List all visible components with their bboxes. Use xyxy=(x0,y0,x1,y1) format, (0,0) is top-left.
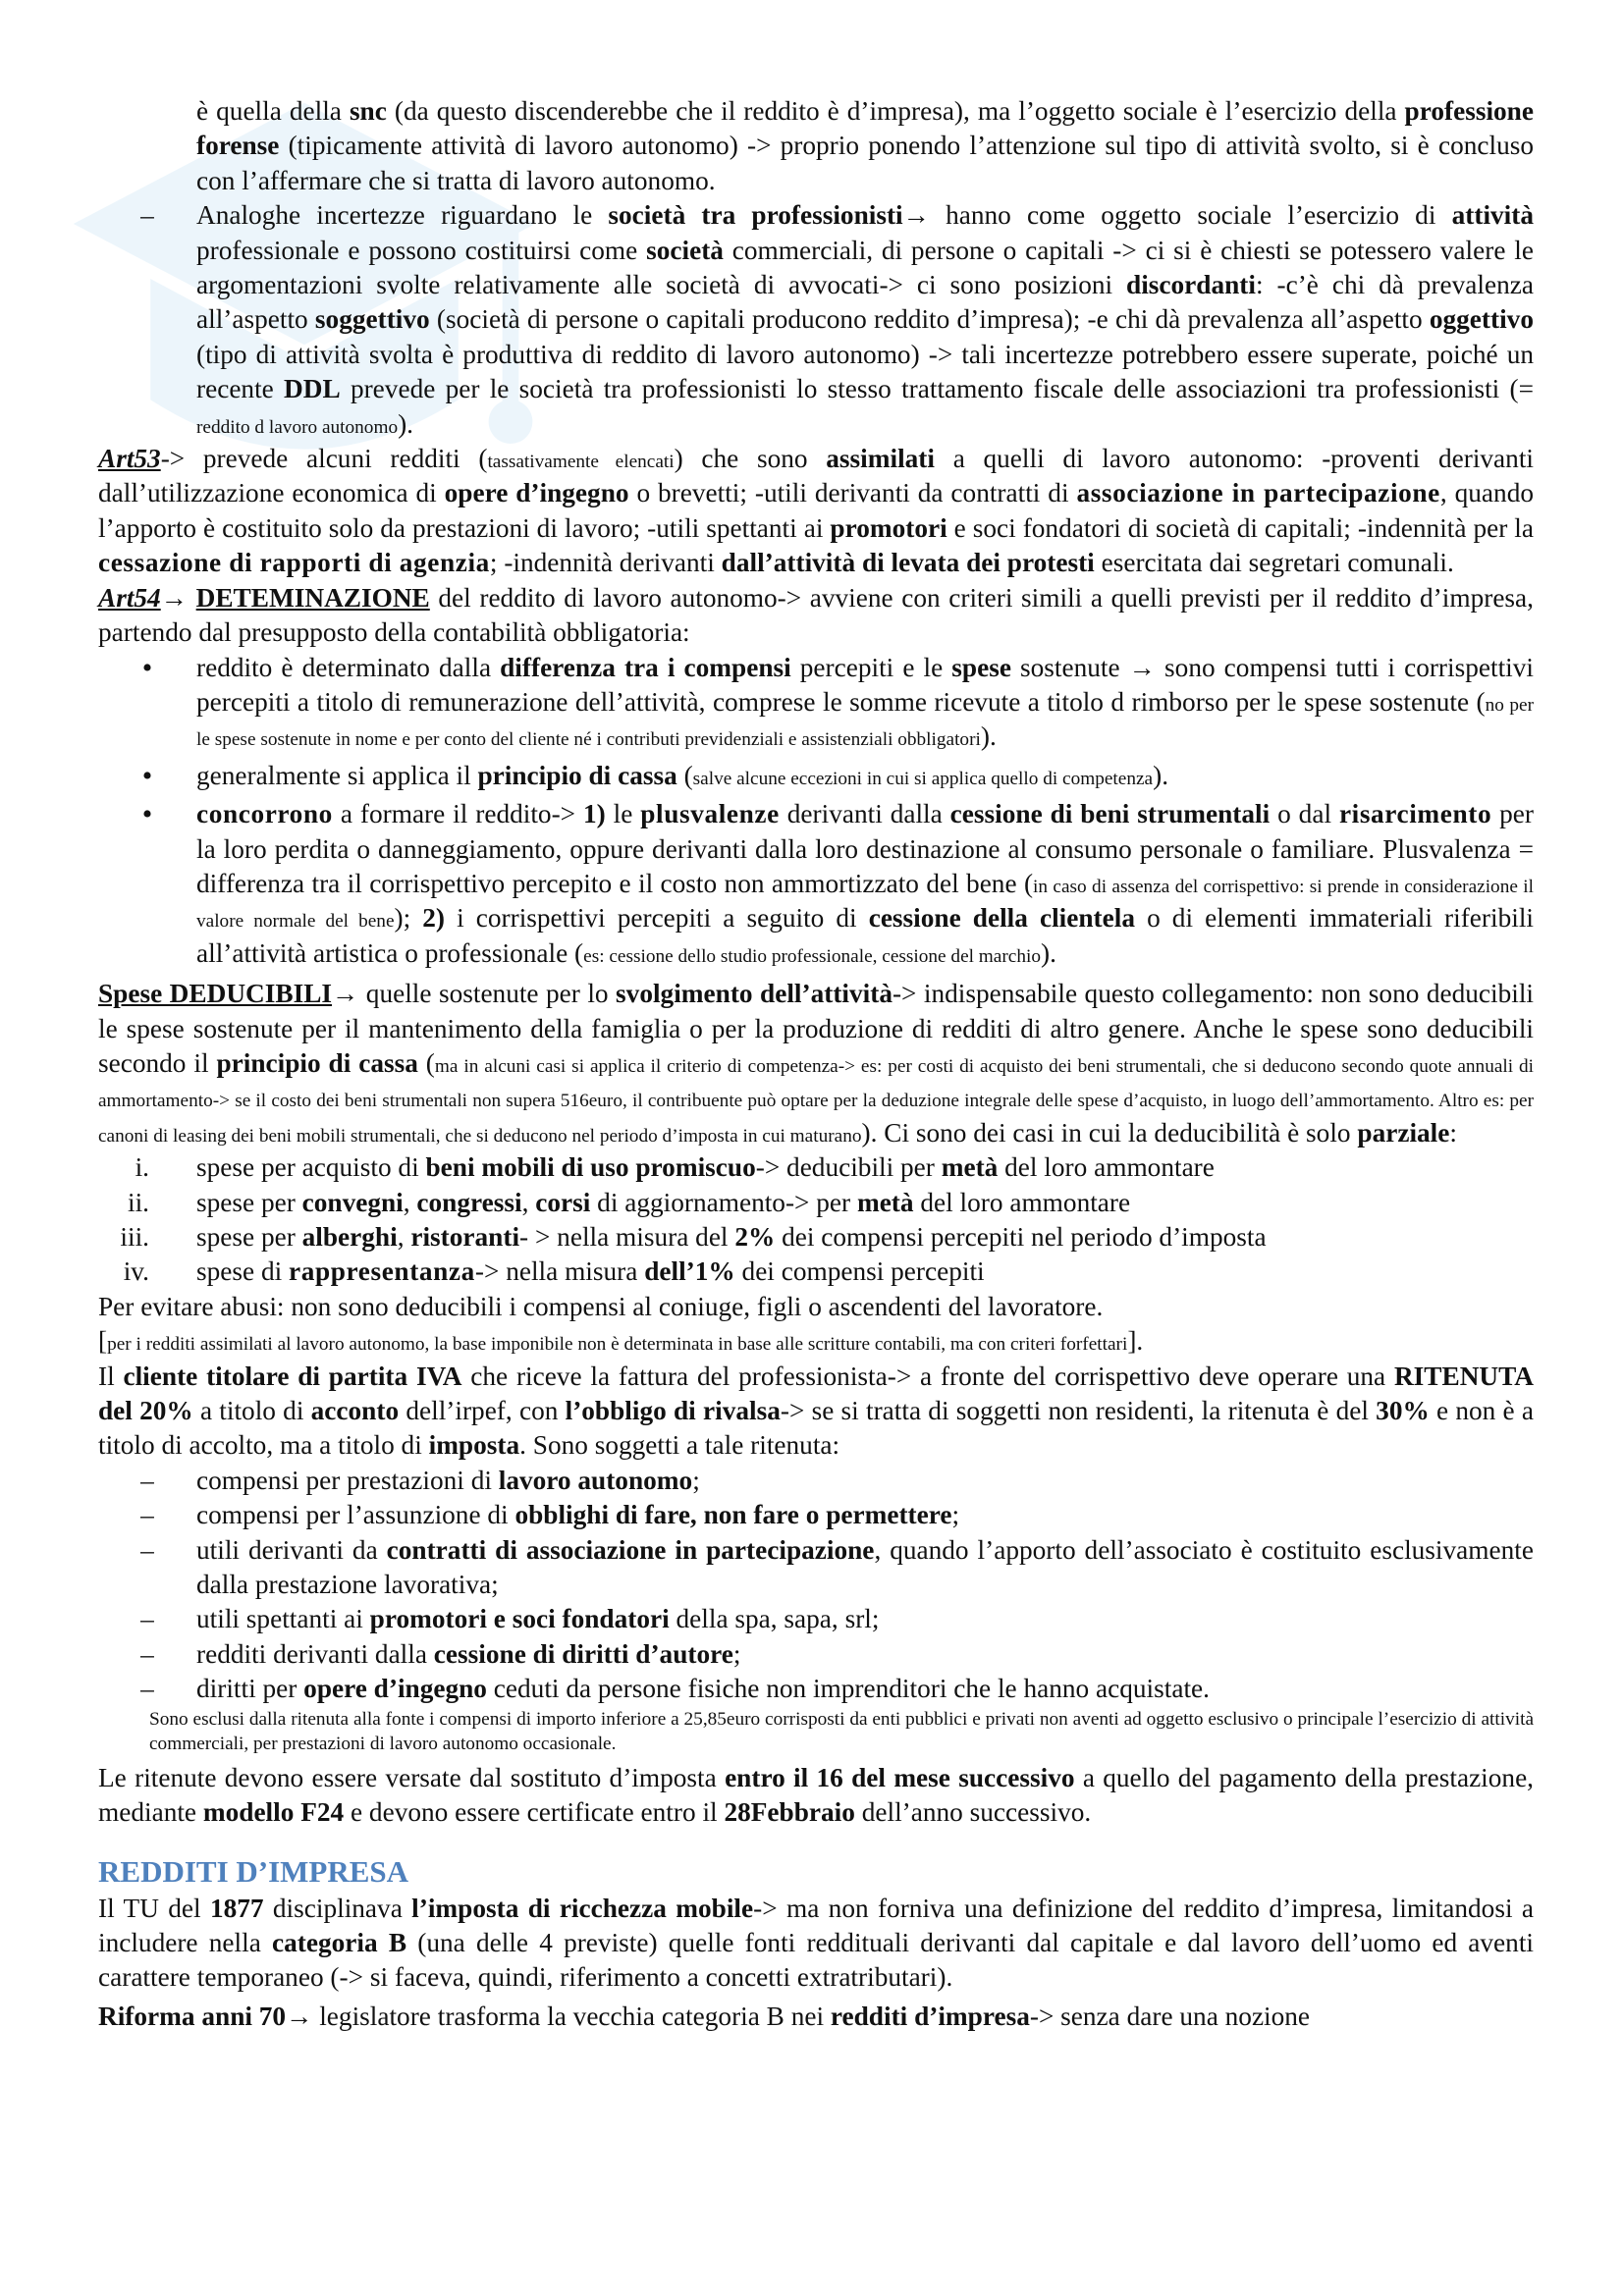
dash-marker: – xyxy=(140,1534,154,1565)
roman-item-text: spese per alberghi, ristoranti- > nella misura del 2% dei compensi percepiti nel periodo d’imposta xyxy=(196,1222,1267,1252)
bullet-item-differenza xyxy=(98,651,1534,755)
paragraph-art54: Art54→ DETEMINAZIONE del reddito di lavoro autonomo-> avviene con criteri simili a quelli previsti per il reddito d’impresa, partendo dal presupposto della contabilità obbligatoria: xyxy=(98,582,1534,648)
dash-item-text: Analoghe incertezze riguardano le società tra professionisti→ hanno come oggetto sociale l’esercizio di attività professionale e possono costituirsi come società commerciali, di persone o capitali -> ci si è chiesti se potessero valere le argomentazioni svolte relativamente alle società di avvocati-> ci sono posizioni discordanti: -c’è chi dà prevalenza all’aspetto soggettivo (società di persone o capitali producono reddito d’impresa); -e chi dà prevalenza all’aspetto oggettivo (tipo di attività svolta è produttiva di reddito di lavoro autonomo) -> tali incertezze potrebbero essere superate, poiché un recente DDL prevede per le società tra professionisti lo stesso trattamento fiscale delle associazioni tra professionisti (= reddito d lavoro autonomo). xyxy=(196,200,1535,439)
roman-marker: i. xyxy=(135,1152,149,1183)
dash-item xyxy=(98,1533,1534,1603)
roman-item-text: spese di rappresentanza-> nella misura dell’1% dei compensi percepiti xyxy=(196,1256,985,1287)
bullet-item-text: generalmente si applica il principio di cassa (salve alcune eccezioni in cui si applica quello di competenza). xyxy=(196,760,1169,790)
dash-item xyxy=(98,1498,1534,1532)
dash-marker: – xyxy=(140,1500,154,1530)
dash-item xyxy=(98,1464,1534,1498)
roman-item-text: spese per convegni, congressi, corsi di aggiornamento-> per metà del loro ammontare xyxy=(196,1187,1131,1217)
dash-list-ritenuta xyxy=(98,1464,1534,1707)
dash-marker: – xyxy=(140,1604,154,1634)
section-heading-redditi-impresa: REDDITI D’IMPRESA xyxy=(98,1853,409,1889)
roman-marker: ii. xyxy=(128,1187,149,1217)
paragraph-abusi: Per evitare abusi: non sono deducibili i compensi al coniuge, figli o ascendenti del lavoratore. xyxy=(98,1291,1104,1321)
dash-marker: – xyxy=(140,1638,154,1669)
paragraph-tu-1877: Il TU del 1877 disciplinava l’imposta di ricchezza mobile-> ma non forniva una definizione del reddito d’impresa, limitandosi a includere nella categoria B (una delle 4 previste) quelle fonti reddituali derivanti dal capitale e dal lavoro dell’uomo ed aventi carattere temporaneo (-> si faceva, quindi, riferimento a concetti extratributari). xyxy=(98,1893,1535,1993)
paragraph-spese-deducibili: Spese DEDUCIBILI→ quelle sostenute per lo svolgimento dell’attività-> indispensabile questo collegamento: non sono deducibili le spese sostenute per il mantenimento della famiglia o per la produzione di redditi di altro genere. Anche le spese sono deducibili secondo il principio di cassa (ma in alcuni casi si applica il criterio di competenza-> es: per costi di acquisto dei beni strumentali, che si deducono secondo quote annuali di ammortamento-> se il costo dei beni strumentali non supera 516euro, il contribuente può optare per la deduzione integrale delle spese d’acquisto, in luogo dell’ammortamento. Altro es: per canoni di leasing dei beni mobili strumentali, che si deducono nel periodo d’imposta in cui maturano). Ci sono dei casi in cui la deducibilità è solo parziale: xyxy=(98,979,1535,1148)
roman-item xyxy=(98,1255,1534,1289)
roman-item xyxy=(98,1186,1534,1220)
roman-marker: iii. xyxy=(120,1222,149,1252)
dash-item-text: redditi derivanti dalla cessione di diritti d’autore; xyxy=(196,1638,741,1669)
dash-item xyxy=(98,1602,1534,1636)
dash-marker: – xyxy=(140,1674,154,1704)
dash-item-text: compensi per prestazioni di lavoro autonomo; xyxy=(196,1465,700,1495)
bullet-marker: • xyxy=(141,651,153,684)
dash-marker: – xyxy=(140,200,154,231)
bullet-item-concorrono xyxy=(98,797,1534,971)
bullet-item-text: reddito è determinato dalla differenza tra i compensi percepiti e le spese sostenute → sono compensi tutti i corrispettivi percepiti a titolo di remunerazione dell’attività, comprese le somme ricevute a titolo d rimborso per le spese sostenute (no per le spese sostenute in nome e per conto del cliente né i contributi previdenziali e assistenziali obbligatori). xyxy=(196,652,1534,752)
roman-marker: iv. xyxy=(123,1256,149,1287)
bullet-item-text: concorrono a formare il reddito-> 1) le plusvalenze derivanti dalla cessione di beni strumentali o dal risarcimento per la loro perdita o danneggiamento, oppure derivanti dalla loro destinazione al consumo personale o familiare. Plusvalenza = differenza tra il corrispettivo percepito e il costo non ammortizzato del bene (in caso di assenza del corrispettivo: si prende in considerazione il valore normale del bene); 2) i corrispettivi percepiti a seguito di cessione della clientela o di elementi immateriali riferibili all’attività artistica o professionale (es: cessione dello studio professionale, cessione del marchio). xyxy=(196,799,1534,968)
bullet-marker: • xyxy=(141,759,153,792)
paragraph-ritenuta: Il cliente titolare di partita IVA che riceve la fattura del professionista-> a fronte del corrispettivo deve operare una RITENUTA del 20% a titolo di acconto dell’irpef, con l’obbligo di rivalsa-> se si tratta di soggetti non residenti, la ritenuta è del 30% e non è a titolo di accolto, ma a titolo di imposta. Sono soggetti a tale ritenuta: xyxy=(98,1361,1535,1461)
roman-item xyxy=(98,1220,1534,1255)
dash-marker: – xyxy=(140,1465,154,1495)
roman-list xyxy=(98,1150,1534,1290)
paragraph-redditi-assimilati: [per i redditi assimilati al lavoro autonomo, la base imponibile non è determinata in base alle scritture contabili, ma con criteri forfettari]. xyxy=(98,1326,1144,1357)
roman-item-text: spese per acquisto di beni mobili di uso promiscuo-> deducibili per metà del loro ammontare xyxy=(196,1152,1215,1183)
dash-item-text: utili spettanti ai promotori e soci fondatori della spa, sapa, srl; xyxy=(196,1604,880,1634)
dash-item xyxy=(98,1672,1534,1706)
dash-item-text: compensi per l’assunzione di obblighi di fare, non fare o permettere; xyxy=(196,1500,960,1530)
dash-item-societa-professionisti xyxy=(98,198,1534,442)
paragraph-versamento: Le ritenute devono essere versate dal sostituto d’imposta entro il 16 del mese successivo a quello del pagamento della prestazione, mediante modello F24 e devono essere certificate entro il 28Febbraio dell’anno successivo. xyxy=(98,1762,1535,1828)
dash-item xyxy=(98,1637,1534,1672)
document-page xyxy=(98,94,1534,2034)
bullet-marker: • xyxy=(141,798,153,831)
bullet-item-cassa xyxy=(98,759,1534,793)
dash-item-text: utili derivanti da contratti di associazione in partecipazione, quando l’apporto dell’associato è costituito esclusivamente dalla prestazione lavorativa; xyxy=(196,1534,1534,1600)
paragraph-riforma-anni-70: Riforma anni 70→ legislatore trasforma la vecchia categoria B nei redditi d’impresa-> senza dare una nozione xyxy=(98,2001,1311,2031)
paragraph-snc: è quella della snc (da questo discenderebbe che il reddito è d’impresa), ma l’oggetto sociale è l’esercizio della professione forense (tipicamente attività di lavoro autonomo) -> proprio ponendo l’attenzione sul tipo di attività svolto, si è concluso con l’affermare che si tratta di lavoro autonomo. xyxy=(196,96,1534,195)
note-esclusi: Sono esclusi dalla ritenuta alla fonte i compensi di importo inferiore a 25,85euro corrisposti da enti pubblici e privati non aventi ad oggetto esclusivo o principale l’esercizio di attività commerciali, per prestazioni di lavoro autonomo occasionale. xyxy=(149,1708,1534,1755)
dash-item-text: diritti per opere d’ingegno ceduti da persone fisiche non imprenditori che le hanno acquistate. xyxy=(196,1674,1210,1704)
paragraph-art53: Art53-> prevede alcuni redditi (tassativamente elencati) che sono assimilati a quelli di lavoro autonomo: -proventi derivanti dall’utilizzazione economica di opere d’ingegno o brevetti; -utili derivanti da contratti di associazione in partecipazione, quando l’apporto è costituito solo da prestazioni di lavoro; -utili spettanti ai promotori e soci fondatori di società di capitali; -indennità per la cessazione di rapporti di agenzia; -indennità derivanti dall’attività di levata dei protesti esercitata dai segretari comunali. xyxy=(98,444,1534,578)
roman-item xyxy=(98,1150,1534,1185)
